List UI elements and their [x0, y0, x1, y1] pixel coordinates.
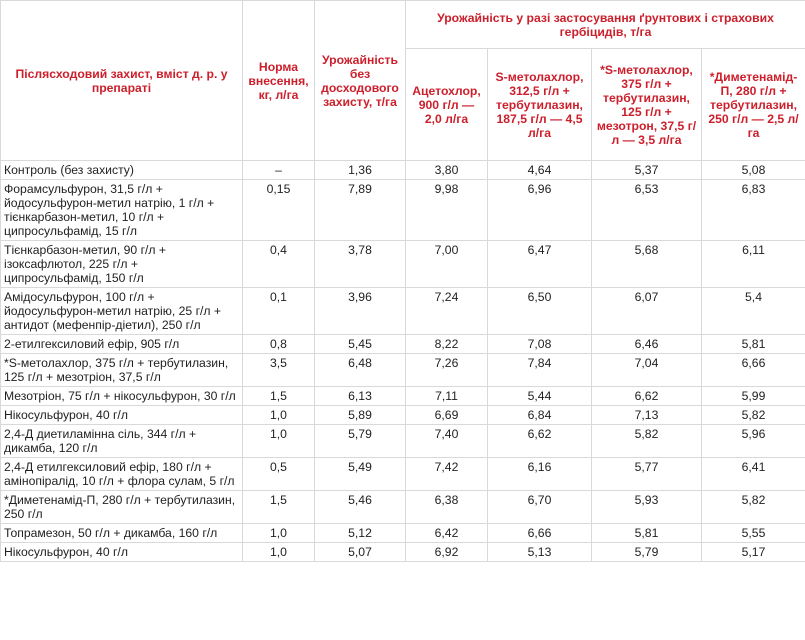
header-rate: Норма внесення, кг, л/га — [243, 1, 315, 161]
yield-s-metolachlor-cell: 6,70 — [488, 491, 592, 524]
yield-s-metolachlor-cell: 5,44 — [488, 387, 592, 406]
product-name-cell: Нікосульфурон, 40 г/л — [1, 543, 243, 562]
base-yield-cell: 5,46 — [315, 491, 406, 524]
header-dimethenamid-terbuthylazine: *Диметенамід-П, 280 г/л + тербутилазин, 250 г/л — 2,5 л/га — [702, 49, 805, 161]
product-name-cell: Мезотріон, 75 г/л + нікосульфурон, 30 г/л — [1, 387, 243, 406]
yield-dimethenamid-cell: 5,99 — [702, 387, 805, 406]
rate-cell: 0,4 — [243, 241, 315, 288]
yield-dimethenamid-cell: 6,83 — [702, 180, 805, 241]
yield-dimethenamid-cell: 5,55 — [702, 524, 805, 543]
base-yield-cell: 5,12 — [315, 524, 406, 543]
product-name-cell: Контроль (без захисту) — [1, 161, 243, 180]
product-name-cell: Топрамезон, 50 г/л + дикамба, 160 г/л — [1, 524, 243, 543]
yield-s-metolachlor-mesotrione-cell: 5,68 — [592, 241, 702, 288]
yield-s-metolachlor-cell: 7,08 — [488, 335, 592, 354]
rate-cell: 3,5 — [243, 354, 315, 387]
table-row — [1, 543, 805, 562]
yield-acetochlor-cell: 8,22 — [406, 335, 488, 354]
rate-cell: 0,1 — [243, 288, 315, 335]
table-row — [1, 180, 805, 241]
yield-s-metolachlor-mesotrione-cell: 5,81 — [592, 524, 702, 543]
rate-cell: 1,5 — [243, 491, 315, 524]
header-protection: Післясходовий захист, вміст д. р. у препараті — [1, 1, 243, 161]
yield-s-metolachlor-cell: 6,16 — [488, 458, 592, 491]
yield-s-metolachlor-cell: 6,96 — [488, 180, 592, 241]
table-row — [1, 491, 805, 524]
rate-cell: 0,8 — [243, 335, 315, 354]
yield-s-metolachlor-mesotrione-cell: 6,07 — [592, 288, 702, 335]
base-yield-cell: 5,79 — [315, 425, 406, 458]
yield-s-metolachlor-cell: 7,84 — [488, 354, 592, 387]
yield-dimethenamid-cell: 5,08 — [702, 161, 805, 180]
table-row — [1, 288, 805, 335]
table-body — [1, 161, 805, 562]
base-yield-cell: 1,36 — [315, 161, 406, 180]
yield-s-metolachlor-mesotrione-cell: 5,79 — [592, 543, 702, 562]
yield-dimethenamid-cell: 5,82 — [702, 491, 805, 524]
yield-dimethenamid-cell: 6,41 — [702, 458, 805, 491]
yield-s-metolachlor-cell: 6,84 — [488, 406, 592, 425]
yield-s-metolachlor-mesotrione-cell: 7,04 — [592, 354, 702, 387]
table-row — [1, 354, 805, 387]
table-row — [1, 241, 805, 288]
yield-acetochlor-cell: 7,40 — [406, 425, 488, 458]
yield-dimethenamid-cell: 5,4 — [702, 288, 805, 335]
product-name-cell: Амідосульфурон, 100 г/л + йодосульфурон-метил натрію, 25 г/л + антидот (мефенпір-діетил), 250 г/л — [1, 288, 243, 335]
yield-dimethenamid-cell: 5,96 — [702, 425, 805, 458]
product-name-cell: Форамсульфурон, 31,5 г/л + йодосульфурон-метил натрію, 1 г/л + тієнкарбазон-метил, 10 г/л + ципросульфамід, 15 г/л — [1, 180, 243, 241]
yield-acetochlor-cell: 6,38 — [406, 491, 488, 524]
product-name-cell: *S-метолахлор, 375 г/л + тербутилазин, 125 г/л + мезотріон, 37,5 г/л — [1, 354, 243, 387]
yield-dimethenamid-cell: 5,17 — [702, 543, 805, 562]
yield-s-metolachlor-cell: 6,47 — [488, 241, 592, 288]
base-yield-cell: 3,96 — [315, 288, 406, 335]
yield-acetochlor-cell: 6,92 — [406, 543, 488, 562]
yield-s-metolachlor-cell: 6,50 — [488, 288, 592, 335]
product-name-cell: 2-етилгексиловий ефір, 905 г/л — [1, 335, 243, 354]
yield-s-metolachlor-mesotrione-cell: 6,46 — [592, 335, 702, 354]
header-s-metolachlor-terbuthylazine: S-метолахлор, 312,5 г/л + тербутилазин, 187,5 г/л — 4,5 л/га — [488, 49, 592, 161]
base-yield-cell: 5,49 — [315, 458, 406, 491]
yield-dimethenamid-cell: 5,81 — [702, 335, 805, 354]
rate-cell: 1,0 — [243, 524, 315, 543]
table-header — [1, 1, 805, 161]
yield-acetochlor-cell: 6,42 — [406, 524, 488, 543]
yield-acetochlor-cell: 7,26 — [406, 354, 488, 387]
yield-s-metolachlor-cell: 5,13 — [488, 543, 592, 562]
yield-acetochlor-cell: 7,00 — [406, 241, 488, 288]
product-name-cell: 2,4-Д диетиламінна сіль, 344 г/л + дикамба, 120 г/л — [1, 425, 243, 458]
base-yield-cell: 7,89 — [315, 180, 406, 241]
yield-s-metolachlor-cell: 6,62 — [488, 425, 592, 458]
rate-cell: 1,0 — [243, 543, 315, 562]
product-name-cell: Нікосульфурон, 40 г/л — [1, 406, 243, 425]
yield-s-metolachlor-cell: 6,66 — [488, 524, 592, 543]
yield-s-metolachlor-mesotrione-cell: 5,37 — [592, 161, 702, 180]
header-acetochlor: Ацетохлор, 900 г/л — 2,0 л/га — [406, 49, 488, 161]
header-group-title: Урожайність у разі застосування ґрунтових і страхових гербіцидів, т/га — [406, 1, 805, 49]
table-row — [1, 458, 805, 491]
base-yield-cell: 5,07 — [315, 543, 406, 562]
base-yield-cell: 5,89 — [315, 406, 406, 425]
base-yield-cell: 5,45 — [315, 335, 406, 354]
base-yield-cell: 3,78 — [315, 241, 406, 288]
table-row — [1, 524, 805, 543]
rate-cell: 1,0 — [243, 406, 315, 425]
yield-dimethenamid-cell: 6,66 — [702, 354, 805, 387]
base-yield-cell: 6,13 — [315, 387, 406, 406]
yield-s-metolachlor-cell: 4,64 — [488, 161, 592, 180]
table-row — [1, 161, 805, 180]
yield-acetochlor-cell: 7,11 — [406, 387, 488, 406]
yield-s-metolachlor-mesotrione-cell: 7,13 — [592, 406, 702, 425]
yield-s-metolachlor-mesotrione-cell: 6,53 — [592, 180, 702, 241]
yield-acetochlor-cell: 7,24 — [406, 288, 488, 335]
header-base-yield: Урожайність без досходового захисту, т/га — [315, 1, 406, 161]
yield-s-metolachlor-mesotrione-cell: 5,93 — [592, 491, 702, 524]
table-row — [1, 425, 805, 458]
header-s-metolachlor-terbuthylazine-mesotrione: *S-метолахлор, 375 г/л + тербутилазин, 125 г/л + мезотрон, 37,5 г/л — 3,5 л/га — [592, 49, 702, 161]
rate-cell: 1,5 — [243, 387, 315, 406]
yield-dimethenamid-cell: 6,11 — [702, 241, 805, 288]
yield-acetochlor-cell: 9,98 — [406, 180, 488, 241]
yield-acetochlor-cell: 7,42 — [406, 458, 488, 491]
product-name-cell: *Диметенамід-П, 280 г/л + тербутилазин, 250 г/л — [1, 491, 243, 524]
rate-cell: – — [243, 161, 315, 180]
yield-s-metolachlor-mesotrione-cell: 6,62 — [592, 387, 702, 406]
rate-cell: 0,15 — [243, 180, 315, 241]
table-row — [1, 406, 805, 425]
table-row — [1, 335, 805, 354]
product-name-cell: 2,4-Д етилгексиловий ефір, 180 г/л + амінопіралід, 10 г/л + флора сулам, 5 г/л — [1, 458, 243, 491]
yield-s-metolachlor-mesotrione-cell: 5,82 — [592, 425, 702, 458]
yield-acetochlor-cell: 3,80 — [406, 161, 488, 180]
table-row — [1, 387, 805, 406]
rate-cell: 1,0 — [243, 425, 315, 458]
yield-s-metolachlor-mesotrione-cell: 5,77 — [592, 458, 702, 491]
rate-cell: 0,5 — [243, 458, 315, 491]
base-yield-cell: 6,48 — [315, 354, 406, 387]
yield-dimethenamid-cell: 5,82 — [702, 406, 805, 425]
yield-acetochlor-cell: 6,69 — [406, 406, 488, 425]
product-name-cell: Тієнкарбазон-метил, 90 г/л + ізоксафлютол, 225 г/л + ципросульфамід, 150 г/л — [1, 241, 243, 288]
